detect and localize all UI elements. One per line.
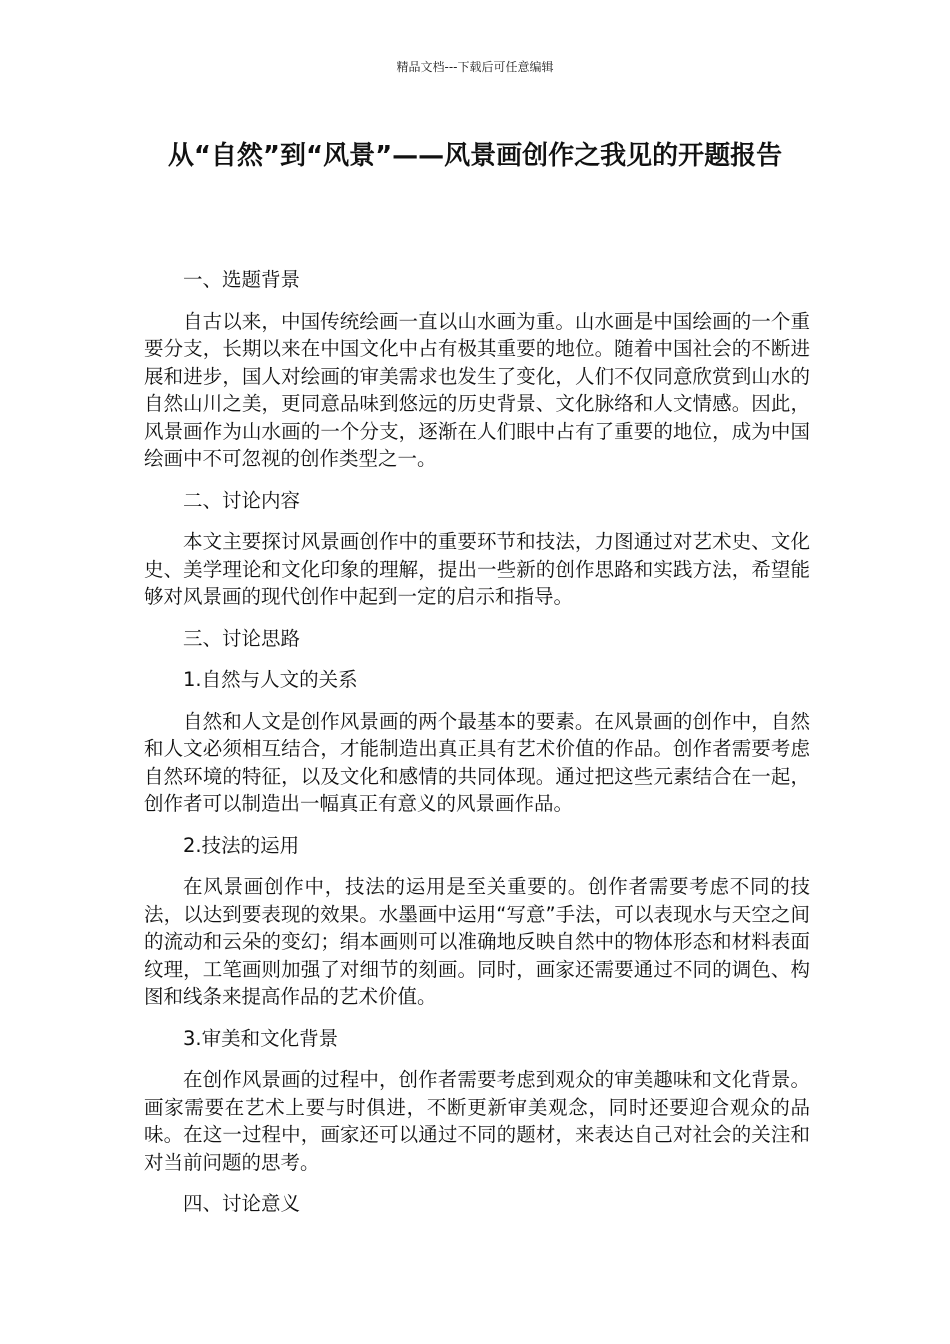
paragraph-nature-culture: 自然和人文是创作风景画的两个最基本的要素。在风景画的创作中，自然和人文必须相互结合，才能制造出真正具有艺术价值的作品。创作者需要考虑自然环境的特征，以及文化和感情的共同体现。通过把这些元素结合在一起，创作者可以制造出一幅真正有意义的风景画作品。 <box>144 709 810 815</box>
page-header-note: 精品文档---下载后可任意编辑 <box>396 60 554 74</box>
paragraph-technique: 在风景画创作中，技法的运用是至关重要的。创作者需要考虑不同的技法，以达到要表现的效果。水墨画中运用“写意”手法，可以表现水与天空之间的流动和云朵的变幻；绢本画则可以准确地反映自然中的物体形态和材料表面纹理，工笔画则加强了对细节的刻画。同时，画家还需要通过不同的调色、构图和线条来提高作品的艺术价值。 <box>144 875 810 1008</box>
subsection-heading-nature-culture: 1.自然与人文的关系 <box>183 668 358 691</box>
section-heading-significance: 四、讨论意义 <box>183 1192 301 1215</box>
document-body <box>144 266 810 1218</box>
section-heading-approach: 三、讨论思路 <box>183 626 301 650</box>
section-heading-background: 一、选题背景 <box>183 268 301 291</box>
subsection-heading-technique: 2.技法的运用 <box>183 833 300 857</box>
section-heading-content: 二、讨论内容 <box>183 488 301 512</box>
document-title: 从“自然”到“风景”——风景画创作之我见的开题报告 <box>167 141 783 171</box>
paragraph-aesthetics: 在创作风景画的过程中，创作者需要考虑到观众的审美趣味和文化背景。画家需要在艺术上要与时俱进，不断更新审美观念，同时还要迎合观众的品味。在这一过程中，画家还可以通过不同的题材，来表达自己对社会的关注和对当前问题的思考。 <box>144 1068 810 1174</box>
paragraph-background: 自古以来，中国传统绘画一直以山水画为重。山水画是中国绘画的一个重要分支，长期以来在中国文化中占有极其重要的地位。随着中国社会的不断进展和进步，国人对绘画的审美需求也发生了变化，人们不仅同意欣赏到山水的自然山川之美，更同意品味到悠远的历史背景、文化脉络和人文情感。因此，风景画作为山水画的一个分支，逐渐在人们眼中占有了重要的地位，成为中国绘画中不可忽视的创作类型之一。 <box>144 309 810 470</box>
subsection-heading-aesthetics: 3.审美和文化背景 <box>183 1026 339 1050</box>
paragraph-content: 本文主要探讨风景画创作中的重要环节和技法，力图通过对艺术史、文化史、美学理论和文化印象的理解，提出一些新的创作思路和实践方法，希望能够对风景画的现代创作中起到一定的启示和指导。 <box>144 530 810 608</box>
